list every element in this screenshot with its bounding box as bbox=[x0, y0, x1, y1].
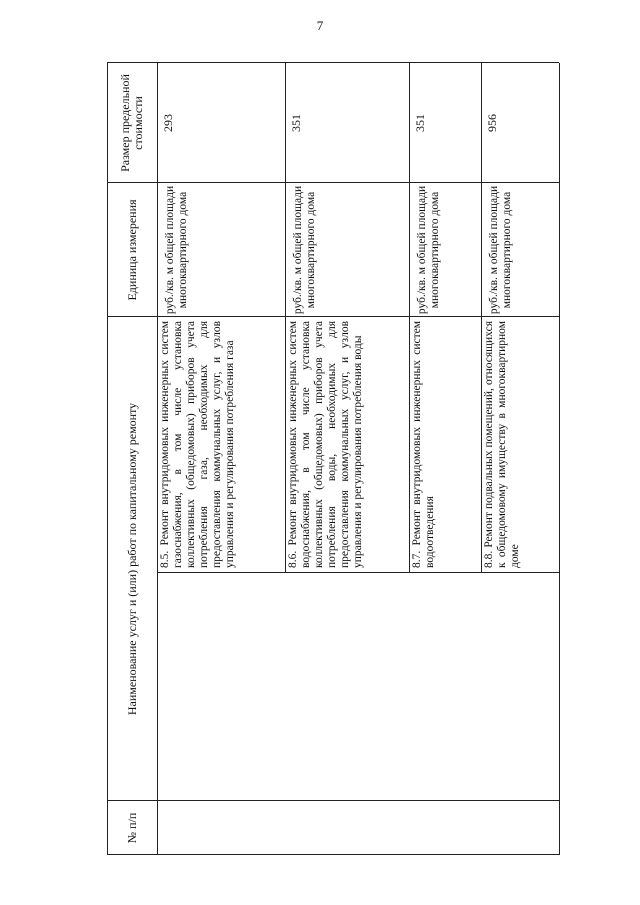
row-1-name: 8.5. Ремонт внутридомовых инженерных систем газоснабжения, в том числе установка коллективных (общедомовых) приборов учета потребления газа, необходимых для предоставления коммунальных услуг, и узлов управления и регулирования потребления газа bbox=[159, 321, 236, 568]
page-number: 7 bbox=[316, 18, 324, 33]
row-4-cost: 956 bbox=[485, 114, 499, 132]
row-2-unit: руб./кв. м общей площади многоквартирного дома bbox=[292, 185, 317, 315]
rotated-table-frame bbox=[107, 63, 559, 855]
header-unit: Единица измерения bbox=[124, 199, 139, 301]
row-2-cost: 351 bbox=[289, 114, 303, 132]
table-border-left bbox=[107, 854, 559, 855]
header-cost: Размер предельной стоимости bbox=[118, 74, 145, 172]
col-divider-unit bbox=[107, 182, 559, 183]
row-4-unit: руб./кв. м общей площади многоквартирного дома bbox=[488, 185, 513, 315]
header-num: № п/п bbox=[124, 812, 139, 844]
col-divider-num bbox=[107, 800, 559, 801]
row-3-name: 8.7. Ремонт внутридомовых инженерных систем водоотведения bbox=[411, 321, 436, 568]
row-4-name: 8.8. Ремонт подвальных помещений, относящихся к общедомовому имуществу в многоквартирном доме bbox=[483, 321, 521, 568]
cost-table bbox=[107, 63, 559, 855]
table-border-bottom bbox=[559, 63, 560, 855]
row-1-num bbox=[159, 803, 283, 853]
header-name: Наименование услуг и (или) работ по капитальному ремонту bbox=[124, 402, 139, 716]
desc-box-left bbox=[157, 572, 559, 573]
row-1-cost: 293 bbox=[161, 114, 175, 132]
row-3-unit: руб./кв. м общей площади многоквартирного дома bbox=[416, 185, 441, 315]
table-border-right bbox=[107, 62, 559, 63]
row-3-cost: 351 bbox=[413, 114, 427, 132]
row-1-unit: руб./кв. м общей площади многоквартирного дома bbox=[164, 185, 189, 315]
row-2-name: 8.6. Ремонт внутридомовых инженерных систем водоснабжения, в том числе установка коллективных (общедомовых) приборов учета потребления воды, необходимых для предоставления коммунальных услуг, и узлов управления и регулирования потребления воды bbox=[287, 321, 364, 568]
